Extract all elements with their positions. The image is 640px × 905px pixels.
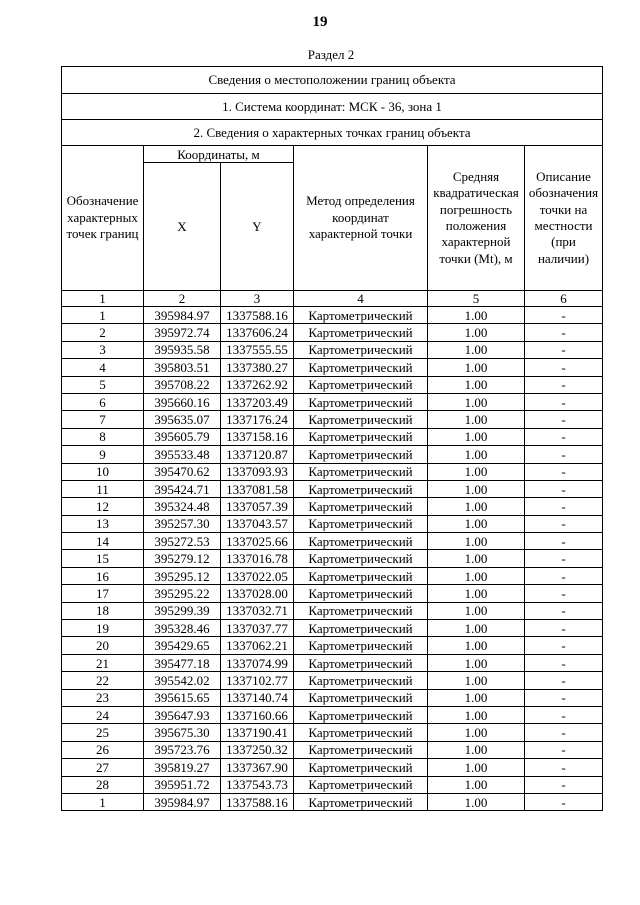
description-cell: - [525,411,603,428]
description-cell: - [525,359,603,376]
method-cell: Картометрический [294,324,428,341]
point-number-cell: 19 [62,620,144,637]
table-row [62,776,603,793]
x-coordinate-cell: 395328.46 [144,620,221,637]
point-number-cell: 4 [62,359,144,376]
description-cell: - [525,602,603,619]
x-coordinate-cell: 395984.97 [144,307,221,324]
x-coordinate-cell: 395279.12 [144,550,221,567]
point-number-cell: 21 [62,654,144,671]
table-row [62,446,603,463]
x-coordinate-cell: 395635.07 [144,411,221,428]
method-cell: Картометрический [294,307,428,324]
x-coordinate-cell: 395935.58 [144,341,221,358]
y-coordinate-cell: 1337606.24 [221,324,294,341]
method-cell: Картометрический [294,602,428,619]
accuracy-cell: 1.00 [428,359,525,376]
description-cell: - [525,672,603,689]
y-coordinate-cell: 1337032.71 [221,602,294,619]
description-cell: - [525,480,603,497]
accuracy-cell: 1.00 [428,446,525,463]
table-row [62,307,603,324]
point-number-cell: 24 [62,706,144,723]
point-number-cell: 7 [62,411,144,428]
x-coordinate-cell: 395324.48 [144,498,221,515]
point-number-cell: 5 [62,376,144,393]
boundary-points-body [62,307,603,811]
x-coordinate-cell: 395533.48 [144,446,221,463]
method-cell: Картометрический [294,498,428,515]
table-row [62,515,603,532]
accuracy-cell: 1.00 [428,341,525,358]
accuracy-cell: 1.00 [428,376,525,393]
y-coordinate-cell: 1337543.73 [221,776,294,793]
column-header-row [62,146,603,163]
point-number-cell: 22 [62,672,144,689]
method-cell: Картометрический [294,533,428,550]
table-row [62,359,603,376]
point-number-cell: 11 [62,480,144,497]
table-row [62,533,603,550]
method-cell: Картометрический [294,759,428,776]
x-coordinate-cell: 395972.74 [144,324,221,341]
accuracy-cell: 1.00 [428,585,525,602]
method-cell: Картометрический [294,359,428,376]
method-cell: Картометрический [294,637,428,654]
accuracy-cell: 1.00 [428,654,525,671]
accuracy-cell: 1.00 [428,741,525,758]
column-numbers-row [62,291,603,307]
method-cell: Картометрический [294,689,428,706]
accuracy-cell: 1.00 [428,533,525,550]
point-number-cell: 27 [62,759,144,776]
y-coordinate-cell: 1337262.92 [221,376,294,393]
description-cell: - [525,567,603,584]
y-coordinate-cell: 1337025.66 [221,533,294,550]
y-coordinate-cell: 1337043.57 [221,515,294,532]
point-number-cell: 3 [62,341,144,358]
accuracy-cell: 1.00 [428,759,525,776]
method-cell: Картометрический [294,515,428,532]
x-coordinate-cell: 395429.65 [144,637,221,654]
header-x: X [144,163,221,291]
x-coordinate-cell: 395299.39 [144,602,221,619]
x-coordinate-cell: 395424.71 [144,480,221,497]
description-cell: - [525,741,603,758]
accuracy-cell: 1.00 [428,706,525,723]
table-row [62,689,603,706]
column-number: 6 [525,291,603,307]
description-cell: - [525,620,603,637]
description-cell: - [525,428,603,445]
point-number-cell: 8 [62,428,144,445]
description-cell: - [525,550,603,567]
description-cell: - [525,776,603,793]
y-coordinate-cell: 1337250.32 [221,741,294,758]
description-cell: - [525,637,603,654]
table-row [62,724,603,741]
x-coordinate-cell: 395660.16 [144,393,221,410]
point-number-cell: 28 [62,776,144,793]
point-number-cell: 17 [62,585,144,602]
y-coordinate-cell: 1337016.78 [221,550,294,567]
table-title: Сведения о местоположении границ объекта [62,67,603,94]
y-coordinate-cell: 1337203.49 [221,393,294,410]
y-coordinate-cell: 1337120.87 [221,446,294,463]
y-coordinate-cell: 1337102.77 [221,672,294,689]
column-number: 5 [428,291,525,307]
accuracy-cell: 1.00 [428,498,525,515]
description-cell: - [525,393,603,410]
y-coordinate-cell: 1337588.16 [221,793,294,810]
table-row [62,480,603,497]
accuracy-cell: 1.00 [428,672,525,689]
point-number-cell: 2 [62,324,144,341]
y-coordinate-cell: 1337057.39 [221,498,294,515]
x-coordinate-cell: 395984.97 [144,793,221,810]
y-coordinate-cell: 1337140.74 [221,689,294,706]
y-coordinate-cell: 1337190.41 [221,724,294,741]
description-cell: - [525,585,603,602]
accuracy-cell: 1.00 [428,463,525,480]
table-row [62,324,603,341]
accuracy-cell: 1.00 [428,620,525,637]
description-cell: - [525,515,603,532]
y-coordinate-cell: 1337028.00 [221,585,294,602]
method-cell: Картометрический [294,672,428,689]
table-row [62,393,603,410]
method-cell: Картометрический [294,411,428,428]
accuracy-cell: 1.00 [428,428,525,445]
x-coordinate-cell: 395542.02 [144,672,221,689]
accuracy-cell: 1.00 [428,480,525,497]
y-coordinate-cell: 1337176.24 [221,411,294,428]
y-coordinate-cell: 1337062.21 [221,637,294,654]
point-number-cell: 1 [62,793,144,810]
x-coordinate-cell: 395605.79 [144,428,221,445]
y-coordinate-cell: 1337037.77 [221,620,294,637]
x-coordinate-cell: 395951.72 [144,776,221,793]
coordinate-system-row [62,94,603,120]
table-row [62,759,603,776]
point-number-cell: 16 [62,567,144,584]
table-row [62,463,603,480]
x-coordinate-cell: 395470.62 [144,463,221,480]
description-cell: - [525,724,603,741]
section-label: Раздел 2 [307,47,355,62]
column-number: 2 [144,291,221,307]
method-cell: Картометрический [294,620,428,637]
accuracy-cell: 1.00 [428,567,525,584]
y-coordinate-cell: 1337160.66 [221,706,294,723]
x-coordinate-cell: 395647.93 [144,706,221,723]
point-number-cell: 12 [62,498,144,515]
accuracy-cell: 1.00 [428,411,525,428]
table-row [62,550,603,567]
accuracy-cell: 1.00 [428,793,525,810]
point-number-cell: 13 [62,515,144,532]
point-number-cell: 14 [62,533,144,550]
method-cell: Картометрический [294,567,428,584]
point-number-cell: 9 [62,446,144,463]
method-cell: Картометрический [294,741,428,758]
accuracy-cell: 1.00 [428,724,525,741]
points-heading-row [62,120,603,146]
point-number-cell: 1 [62,307,144,324]
x-coordinate-cell: 395723.76 [144,741,221,758]
point-number-cell: 23 [62,689,144,706]
point-number-cell: 26 [62,741,144,758]
table-row [62,411,603,428]
column-number: 1 [62,291,144,307]
coordinate-system: 1. Система координат: МСК - 36, зона 1 [62,94,603,120]
table-row [62,672,603,689]
accuracy-cell: 1.00 [428,393,525,410]
y-coordinate-cell: 1337380.27 [221,359,294,376]
points-heading: 2. Сведения о характерных точках границ объекта [62,120,603,146]
method-cell: Картометрический [294,446,428,463]
point-number-cell: 6 [62,393,144,410]
point-number-cell: 10 [62,463,144,480]
description-cell: - [525,706,603,723]
x-coordinate-cell: 395477.18 [144,654,221,671]
description-cell: - [525,463,603,480]
x-coordinate-cell: 395615.65 [144,689,221,706]
page-number: 19 [312,14,328,30]
description-cell: - [525,759,603,776]
point-number-cell: 15 [62,550,144,567]
table-row [62,567,603,584]
accuracy-cell: 1.00 [428,324,525,341]
header-y: Y [221,163,294,291]
x-coordinate-cell: 395295.22 [144,585,221,602]
table-row [62,654,603,671]
table-row [62,428,603,445]
y-coordinate-cell: 1337022.05 [221,567,294,584]
accuracy-cell: 1.00 [428,689,525,706]
method-cell: Картометрический [294,706,428,723]
accuracy-cell: 1.00 [428,637,525,654]
description-cell: - [525,307,603,324]
accuracy-cell: 1.00 [428,602,525,619]
x-coordinate-cell: 395803.51 [144,359,221,376]
x-coordinate-cell: 395295.12 [144,567,221,584]
header-accuracy: Средняя квадратическая погрешность положения характерной точки (Mt), м [428,146,525,291]
table-row [62,741,603,758]
method-cell: Картометрический [294,463,428,480]
method-cell: Картометрический [294,724,428,741]
y-coordinate-cell: 1337158.16 [221,428,294,445]
description-cell: - [525,498,603,515]
method-cell: Картометрический [294,793,428,810]
x-coordinate-cell: 395819.27 [144,759,221,776]
header-point-designation: Обозначение характерных точек границ [62,146,144,291]
method-cell: Картометрический [294,550,428,567]
point-number-cell: 20 [62,637,144,654]
description-cell: - [525,533,603,550]
y-coordinate-cell: 1337367.90 [221,759,294,776]
y-coordinate-cell: 1337093.93 [221,463,294,480]
table-row [62,585,603,602]
description-cell: - [525,689,603,706]
description-cell: - [525,793,603,810]
accuracy-cell: 1.00 [428,776,525,793]
description-cell: - [525,376,603,393]
table-row [62,706,603,723]
point-number-cell: 18 [62,602,144,619]
method-cell: Картометрический [294,376,428,393]
table-row [62,602,603,619]
description-cell: - [525,341,603,358]
x-coordinate-cell: 395272.53 [144,533,221,550]
method-cell: Картометрический [294,393,428,410]
method-cell: Картометрический [294,428,428,445]
table-row [62,376,603,393]
x-coordinate-cell: 395257.30 [144,515,221,532]
y-coordinate-cell: 1337081.58 [221,480,294,497]
accuracy-cell: 1.00 [428,515,525,532]
point-number-cell: 25 [62,724,144,741]
accuracy-cell: 1.00 [428,550,525,567]
description-cell: - [525,654,603,671]
table-title-row [62,67,603,94]
boundary-points-table [61,66,603,811]
method-cell: Картометрический [294,776,428,793]
y-coordinate-cell: 1337555.55 [221,341,294,358]
method-cell: Картометрический [294,585,428,602]
y-coordinate-cell: 1337074.99 [221,654,294,671]
y-coordinate-cell: 1337588.16 [221,307,294,324]
x-coordinate-cell: 395708.22 [144,376,221,393]
description-cell: - [525,446,603,463]
method-cell: Картометрический [294,654,428,671]
method-cell: Картометрический [294,480,428,497]
header-coordinates: Координаты, м [144,146,294,163]
table-row [62,793,603,810]
description-cell: - [525,324,603,341]
column-number: 4 [294,291,428,307]
x-coordinate-cell: 395675.30 [144,724,221,741]
table-row [62,341,603,358]
accuracy-cell: 1.00 [428,307,525,324]
table-row [62,637,603,654]
table-row [62,498,603,515]
column-number: 3 [221,291,294,307]
header-method: Метод определения координат характерной точки [294,146,428,291]
table-row [62,620,603,637]
method-cell: Картометрический [294,341,428,358]
header-description: Описание обозначения точки на местности (при наличии) [525,146,603,291]
